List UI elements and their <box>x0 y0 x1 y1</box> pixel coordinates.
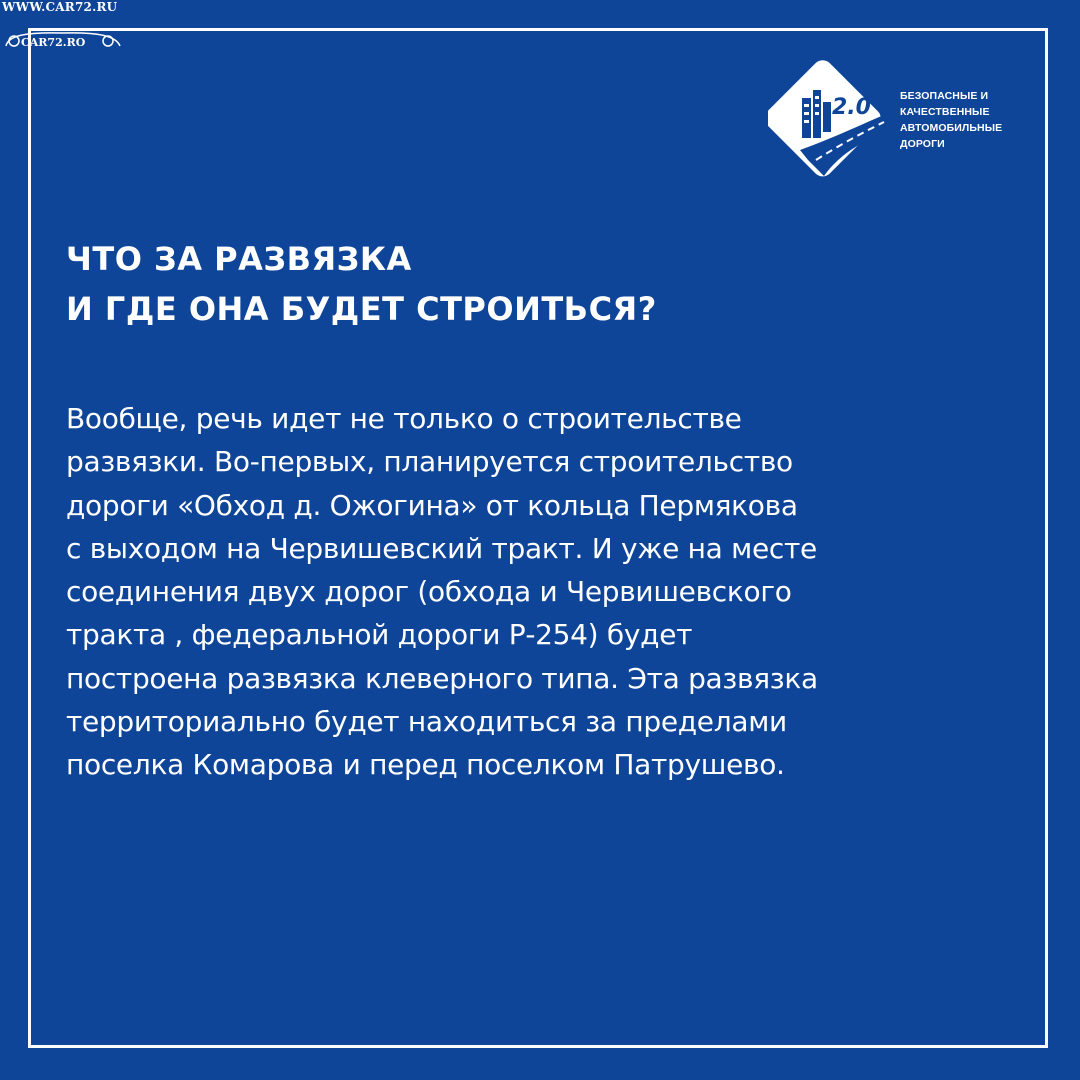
body-line: построена развязка клеверного типа. Эта развязка <box>66 661 818 695</box>
site-watermark <box>0 0 130 50</box>
body-line: дороги «Обход д. Ожогина» от кольца Пермякова <box>66 488 798 522</box>
car-logo-icon <box>4 30 122 50</box>
project-logo <box>768 58 1028 188</box>
logo-line: ДОРОГИ <box>900 138 945 150</box>
watermark-url: WWW.CAR72.RU <box>2 0 118 14</box>
page-title <box>66 234 966 334</box>
logo-caption <box>900 88 1028 152</box>
body-line: соединения двух дорог (обхода и Червишевского <box>66 575 792 609</box>
body-paragraph <box>66 397 1026 787</box>
logo-line: АВТОМОБИЛЬНЫЕ <box>900 122 1003 134</box>
body-line: территориально будет находиться за пределами <box>66 705 787 739</box>
logo-line: КАЧЕСТВЕННЫЕ <box>900 106 990 118</box>
logo-line: БЕЗОПАСНЫЕ И <box>900 90 989 102</box>
title-line: И ГДЕ ОНА БУДЕТ СТРОИТЬСЯ? <box>66 290 657 328</box>
body-line: развязки. Во-первых, планируется строительство <box>66 445 793 479</box>
road-diamond-icon <box>768 58 898 188</box>
body-line: с выходом на Червишевский тракт. И уже на месте <box>66 531 817 565</box>
title-line: ЧТО ЗА РАЗВЯЗКА <box>66 240 412 278</box>
body-line: поселка Комарова и перед поселком Патрушево. <box>66 748 785 782</box>
logo-badge: 2.0 <box>832 95 871 120</box>
watermark-logo-text: CAR72.RO <box>21 36 86 49</box>
body-line: тракта , федеральной дороги Р-254) будет <box>66 618 693 652</box>
body-line: Вообще, речь идет не только о строительстве <box>66 402 742 435</box>
